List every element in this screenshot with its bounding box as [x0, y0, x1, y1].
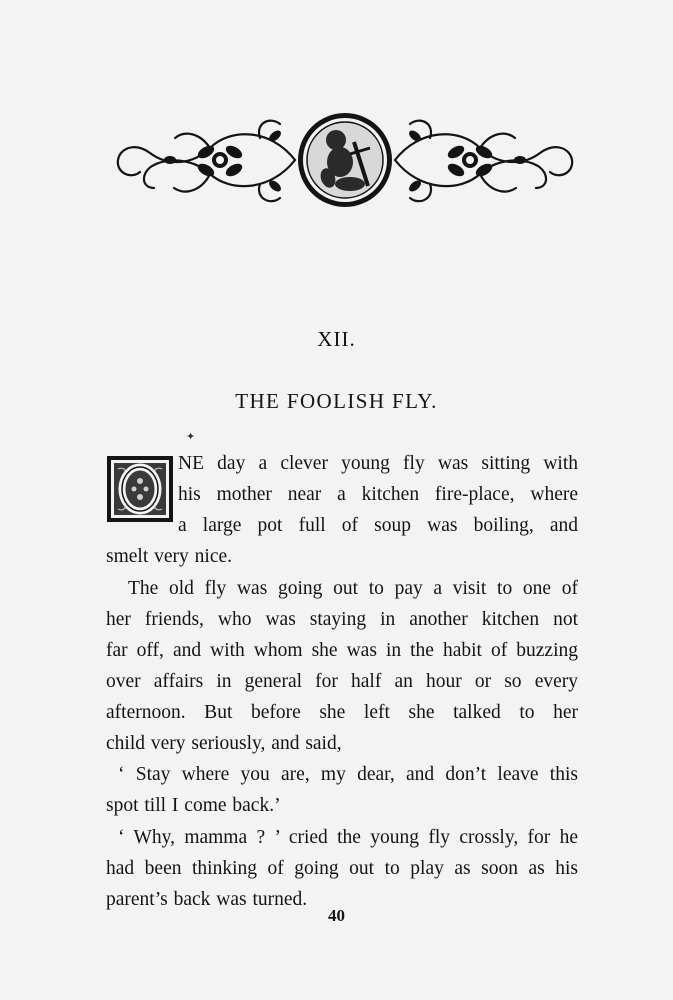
decorated-initial-o-icon — [106, 455, 174, 523]
text-line: her friends, who was staying in another kitchen not — [106, 609, 578, 630]
print-speck: ✦ — [186, 431, 196, 443]
text-line: his mother near a kitchen fire-place, where — [178, 484, 578, 505]
text-line: a large pot full of soup was boiling, and — [178, 515, 578, 536]
text-line: afternoon. But before she left she talked to her — [106, 702, 578, 723]
text-line: over affairs in general for half an hour or so every — [106, 671, 578, 692]
text-line: The old fly was going out to pay a visit to one of — [128, 578, 578, 599]
cherub-medallion-vine-ornament-icon — [110, 108, 580, 213]
text-line: had been thinking of going out to play as soon as his — [106, 858, 578, 879]
text-line: smelt very nice. — [106, 546, 232, 567]
text-line: child very seriously, and said, — [106, 733, 342, 754]
text-line: NE day a clever young fly was sitting with — [178, 453, 578, 474]
chapter-number: XII. — [317, 327, 356, 351]
text-line: parent’s back was turned. — [106, 889, 308, 910]
text-line: spot till I come back.’ — [106, 795, 281, 816]
page-number: 40 — [328, 906, 345, 925]
text-line: far off, and with whom she was in the habit of buzzing — [106, 640, 578, 661]
text-line: ‘ Why, mamma ? ’ cried the young fly crossly, for he — [118, 827, 578, 848]
text-line: ‘ Stay where you are, my dear, and don’t leave this — [118, 764, 578, 785]
chapter-title: THE FOOLISH FLY. — [235, 389, 438, 413]
